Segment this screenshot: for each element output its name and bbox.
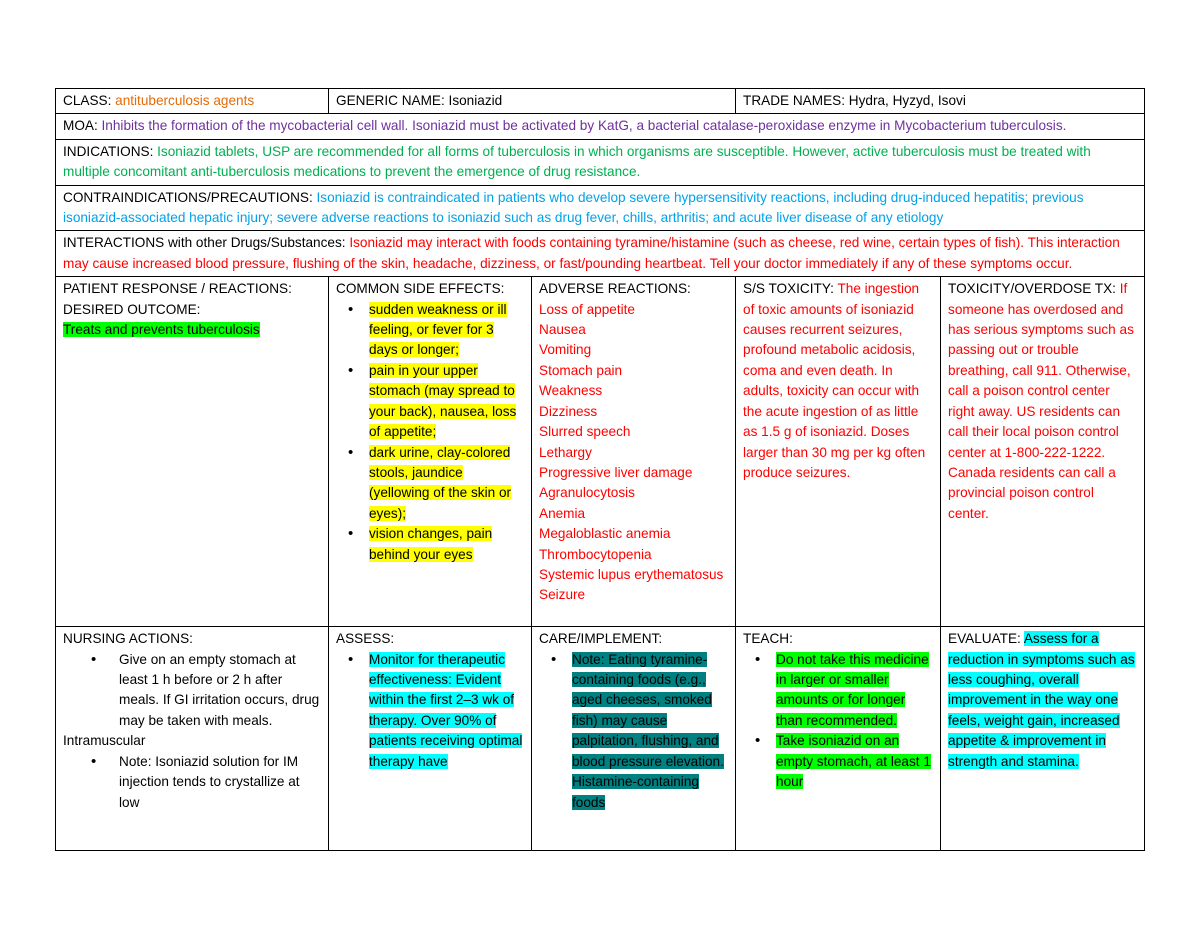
evaluate-text: Assess for a reduction in symptoms such as less coughing, overall improvement in the way one feels, weight gain, increased appetite & improvement in strength and stamina.	[948, 631, 1135, 769]
list-item: • Give on an empty stomach at least 1 h before or 2 h after meals. If GI irritation occurs, drug may be taken with meals.	[63, 650, 321, 732]
nursing-actions-cell	[56, 627, 329, 851]
generic-label: GENERIC NAME:	[336, 93, 449, 108]
drug-card	[55, 88, 1144, 851]
list-item: Anemia	[539, 505, 586, 521]
teach-cell	[736, 627, 941, 851]
header-row	[56, 89, 1145, 114]
assess-cell	[329, 627, 532, 851]
adverse-reactions-list	[539, 300, 728, 606]
assess-label: ASSESS:	[336, 631, 395, 647]
contraindications-cell	[56, 185, 1145, 231]
desired-outcome-value: Treats and prevents tuberculosis	[63, 322, 260, 338]
patient-response-cell	[56, 277, 329, 627]
class-value: antituberculosis agents	[115, 93, 255, 108]
list-item: • Note: Isoniazid solution for IM injection tends to crystallize at low	[63, 752, 321, 813]
nursing-actions-label: NURSING ACTIONS:	[63, 631, 193, 647]
nursing-row	[56, 627, 1145, 851]
list-item: Lethargy	[539, 444, 592, 460]
class-cell	[56, 89, 329, 114]
list-item: Vomiting	[539, 342, 592, 358]
trade-names-cell	[736, 89, 1145, 114]
list-item: • vision changes, pain behind your eyes	[336, 524, 524, 565]
adverse-reactions-cell	[532, 277, 736, 627]
toxicity-text: The ingestion of toxic amounts of isoniazid causes recurrent seizures, profound metabolic acidosis, coma and even death. In adults, toxicity can occur with the acute ingestion of as little as 1.5 g of isoniazid. Doses larger than 30 mg per kg often produce seizures.	[743, 281, 926, 480]
overdose-cell	[941, 277, 1145, 627]
list-item: • Do not take this medicine in larger or smaller amounts or for longer than recommended.	[743, 650, 933, 732]
overdose-label: TOXICITY/OVERDOSE TX:	[948, 281, 1120, 297]
list-item: • pain in your upper stomach (may spread to your back), nausea, loss of appetite;	[336, 361, 524, 443]
list-item: Megaloblastic anemia	[539, 526, 671, 542]
toxicity-cell	[736, 277, 941, 627]
side-effects-cell	[329, 277, 532, 627]
patient-response-label: PATIENT RESPONSE / REACTIONS:	[63, 281, 292, 297]
care-implement-label: CARE/IMPLEMENT:	[539, 631, 663, 647]
teach-label: TEACH:	[743, 631, 793, 647]
list-item: • Monitor for therapeutic effectiveness: Evident within the first 2–3 wk of therapy. Over 90% of patients receiving optimal therapy have	[336, 650, 524, 772]
indications-row	[56, 139, 1145, 185]
generic-value: Isoniazid	[448, 93, 503, 108]
list-item: Systemic lupus erythematosus	[539, 566, 724, 582]
list-item: Stomach pain	[539, 362, 623, 378]
interactions-cell	[56, 231, 1145, 277]
moa-text: Inhibits the formation of the mycobacterial cell wall. Isoniazid must be activated by KatG, a bacterial catalase-peroxidase enzyme in Mycobacterium tuberculosis.	[101, 118, 1067, 134]
moa-cell	[56, 114, 1145, 139]
moa-row	[56, 114, 1145, 139]
toxicity-label: S/S TOXICITY:	[743, 281, 838, 297]
interactions-text: Isoniazid may interact with foods containing tyramine/histamine (such as cheese, red wine, certain types of fish). This interaction may cause increased blood pressure, flushing of the skin, headache, dizziness, or fast/pounding heartbeat. Tell your doctor immediately if any of these symptoms occur.	[63, 235, 1120, 271]
trade-value: Hydra, Hyzyd, Isovi	[848, 93, 966, 108]
interactions-row	[56, 231, 1145, 277]
interactions-label: INTERACTIONS with other Drugs/Substances:	[63, 235, 350, 251]
list-item: Weakness	[539, 383, 603, 399]
contraindications-text: Isoniazid is contraindicated in patients who develop severe hypersensitivity reactions, including drug-induced hepatitis; previous isoniazid-associated hepatic injury; severe adverse reactions to isoniazid such as drug fever, chills, arthritis; and acute liver disease of any etiology	[63, 189, 1084, 226]
nursing-actions-list	[63, 650, 321, 732]
care-implement-cell	[532, 627, 736, 851]
evaluate-cell	[941, 627, 1145, 851]
reactions-row	[56, 277, 1145, 627]
evaluate-label: EVALUATE:	[948, 631, 1024, 647]
list-item: Agranulocytosis	[539, 485, 635, 501]
list-item: • dark urine, clay-colored stools, jaundice (yellowing of the skin or eyes);	[336, 443, 524, 525]
list-item: • Note: Eating tyramine-containing foods (e.g., aged cheeses, smoked fish) may cause palpitation, flushing, and blood pressure elevation. Histamine-containing foods	[539, 650, 728, 813]
list-item: Dizziness	[539, 403, 598, 419]
moa-label: MOA:	[63, 118, 102, 134]
side-effects-label: COMMON SIDE EFFECTS:	[336, 281, 505, 297]
list-item: Loss of appetite	[539, 301, 635, 317]
indications-label: INDICATIONS:	[63, 143, 158, 159]
contraindications-label: CONTRAINDICATIONS/PRECAUTIONS:	[63, 189, 317, 205]
list-item: Nausea	[539, 322, 586, 338]
list-item: Progressive liver damage	[539, 464, 693, 480]
intramuscular-label: Intramuscular	[63, 733, 146, 749]
care-implement-list	[539, 650, 728, 813]
overdose-text: If someone has overdosed and has serious symptoms such as passing out or trouble breathing, call 911. Otherwise, call a poison control center right away. US residents can call their local poison control center at 1-800-222-1222. Canada residents can call a provincial poison control center.	[948, 281, 1134, 521]
list-item: Seizure	[539, 587, 586, 603]
contraindications-row	[56, 185, 1145, 231]
desired-outcome-label: DESIRED OUTCOME:	[63, 301, 201, 317]
adverse-reactions-label: ADVERSE REACTIONS:	[539, 281, 691, 297]
intramuscular-list	[63, 752, 321, 813]
list-item: • Take isoniazid on an empty stomach, at least 1 hour	[743, 731, 933, 792]
side-effects-list	[336, 300, 524, 565]
indications-cell	[56, 139, 1145, 185]
teach-list	[743, 650, 933, 793]
generic-name-cell	[329, 89, 736, 114]
assess-list	[336, 650, 524, 772]
indications-text: Isoniazid tablets, USP are recommended for all forms of tuberculosis in which organisms are susceptible. However, active tuberculosis must be treated with multiple concomitant anti-tuberculosis medications to prevent the emergence of drug resistance.	[63, 143, 1091, 180]
list-item: Slurred speech	[539, 424, 631, 440]
drug-card-table	[55, 88, 1145, 851]
list-item: • sudden weakness or ill feeling, or fever for 3 days or longer;	[336, 300, 524, 361]
list-item: Thrombocytopenia	[539, 546, 652, 562]
trade-label: TRADE NAMES:	[743, 93, 849, 108]
class-label: CLASS:	[63, 93, 116, 108]
